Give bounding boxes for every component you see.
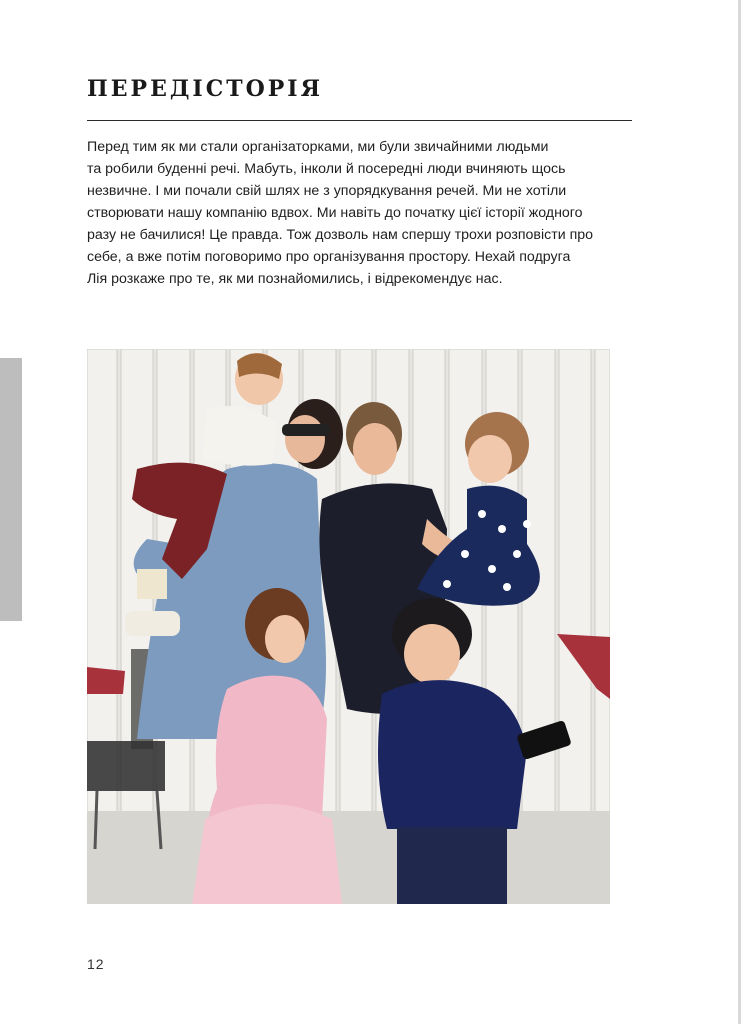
body-paragraph bbox=[87, 136, 639, 290]
body-line: Перед тим як ми стали організаторками, ми були звичайними людьми bbox=[87, 139, 549, 155]
page-number: 12 bbox=[87, 956, 105, 972]
chapter-side-tab bbox=[0, 358, 22, 621]
body-line: разу не бачилися! Це правда. Тож дозволь нам спершу трохи розповісти про bbox=[87, 227, 594, 243]
body-line: Лія розкаже про те, як ми познайомились, і відрекомендує нас. bbox=[87, 271, 503, 287]
section-heading: ПЕРЕДІСТОРІЯ bbox=[87, 76, 323, 102]
body-line: та робили буденні речі. Мабуть, інколи й посередні люди вчиняють щось bbox=[87, 161, 566, 177]
heading-rule bbox=[87, 120, 632, 121]
body-line: себе, а вже потім поговоримо про організування простору. Нехай подруга bbox=[87, 249, 571, 265]
body-line: незвичне. І ми почали свій шлях не з упорядкування речей. Ми не хотіли bbox=[87, 183, 567, 199]
family-photo bbox=[87, 349, 610, 904]
body-line: створювати нашу компанію вдвох. Ми навіть до початку цієї історії жодного bbox=[87, 205, 583, 221]
